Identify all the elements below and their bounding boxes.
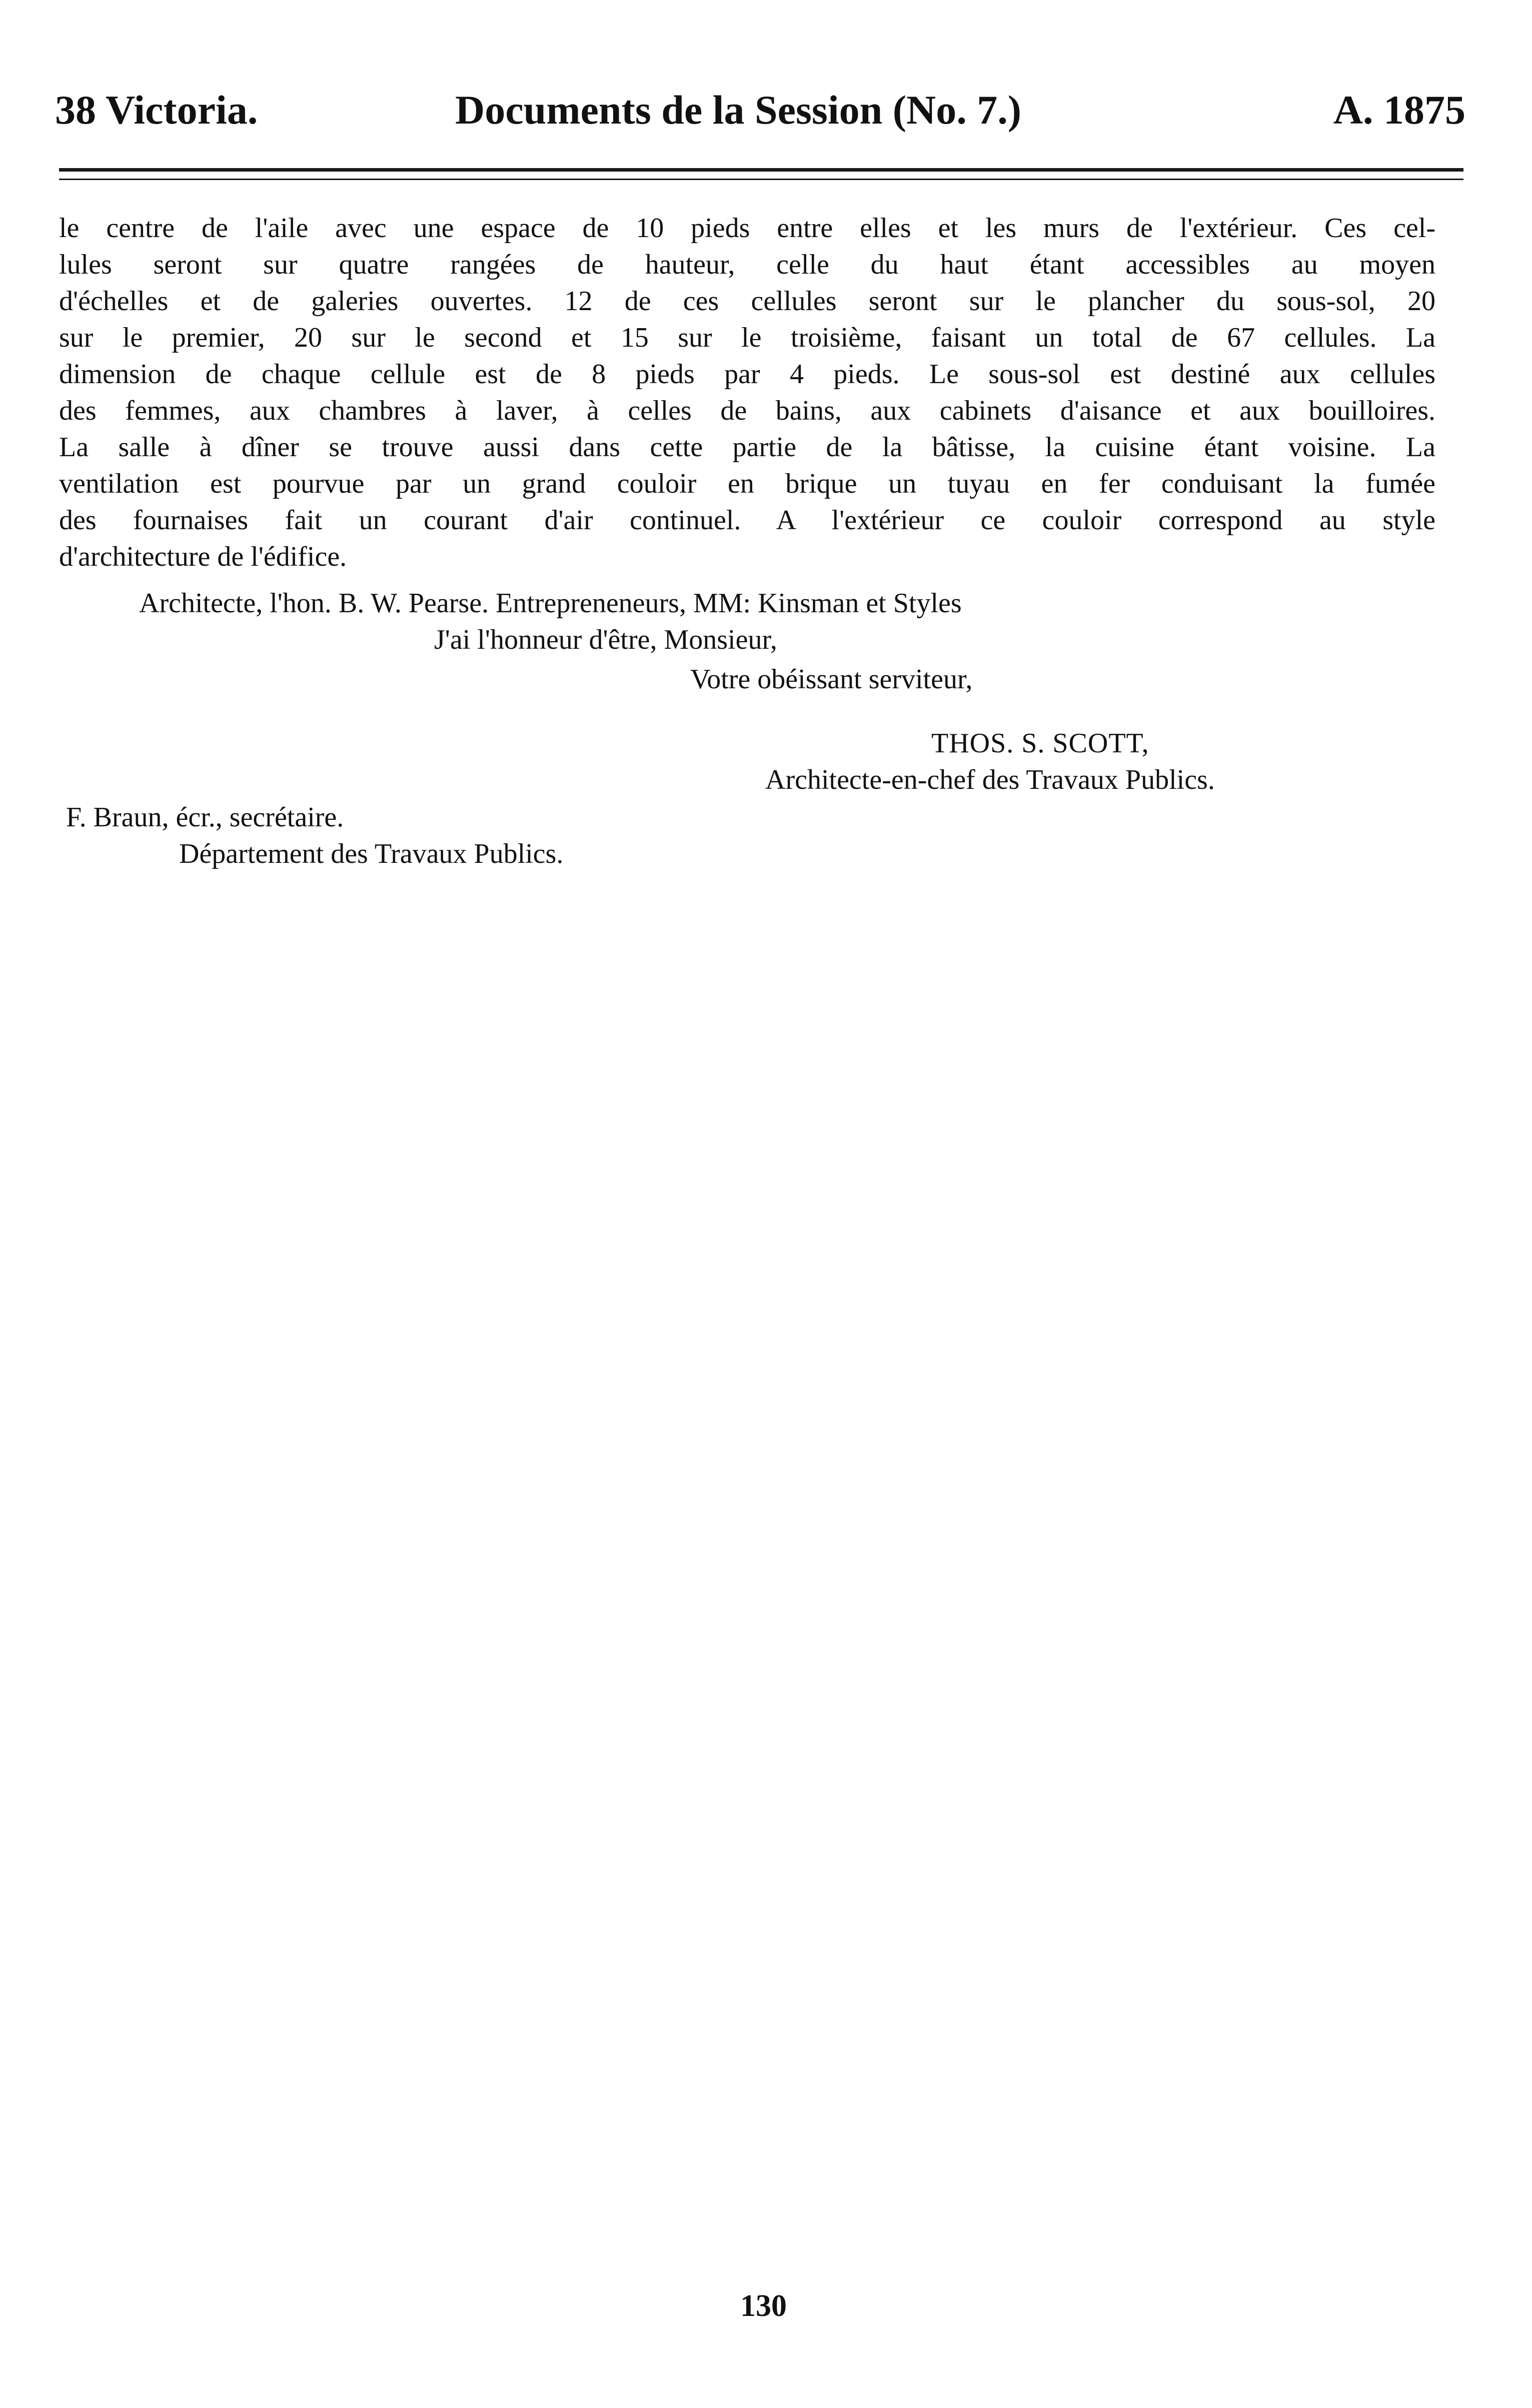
body-line: d'échelles et de galeries ouvertes. 12 de ces cellules seront sur le plancher du sous-sol, 20 — [59, 286, 1435, 317]
body-line: des femmes, aux chambres à laver, à celles de bains, aux cabinets d'aisance et aux bouilloires. — [59, 395, 1435, 426]
addressee-department: Département des Travaux Publics. — [179, 838, 564, 869]
header-volume: 38 Victoria. — [55, 87, 258, 133]
body-paragraph — [59, 210, 1435, 575]
page-number: 130 — [740, 2289, 787, 2323]
header-year: A. 1875 — [1333, 87, 1465, 133]
body-line: sur le premier, 20 sur le second et 15 sur le troisième, faisant un total de 67 cellules. La — [59, 322, 1435, 353]
body-line-last: d'architecture de l'édifice. — [59, 541, 347, 572]
body-line: le centre de l'aile avec une espace de 10 pieds entre elles et les murs de l'extérieur. Ces cel- — [59, 213, 1435, 244]
page-header — [55, 83, 1465, 138]
closing-servant: Votre obéissant serviteur, — [690, 664, 973, 695]
signature-name: THOS. S. SCOTT, — [931, 728, 1149, 759]
credits-line: Architecte, l'hon. B. W. Pearse. Entrepreneneurs, MM: Kinsman et Styles — [139, 588, 962, 619]
header-title: Documents de la Session (No. 7.) — [455, 87, 1022, 133]
body-line: lules seront sur quatre rangées de hauteur, celle du haut étant accessibles au moyen — [59, 249, 1435, 280]
body-line: La salle à dîner se trouve aussi dans cette partie de la bâtisse, la cuisine étant voisine. La — [59, 432, 1435, 463]
addressee-name: F. Braun, écr., secrétaire. — [66, 802, 344, 833]
signature-title: Architecte-en-chef des Travaux Publics. — [765, 764, 1215, 795]
body-line: dimension de chaque cellule est de 8 pieds par 4 pieds. Le sous-sol est destiné aux cellules — [59, 359, 1435, 390]
body-line: ventilation est pourvue par un grand couloir en brique un tuyau en fer conduisant la fumée — [59, 468, 1435, 499]
closing-salutation: J'ai l'honneur d'être, Monsieur, — [434, 624, 777, 655]
body-line: des fournaises fait un courant d'air continuel. A l'extérieur ce couloir correspond au style — [59, 505, 1435, 536]
header-rule-thick — [59, 168, 1463, 172]
header-rule-thin — [59, 179, 1463, 180]
